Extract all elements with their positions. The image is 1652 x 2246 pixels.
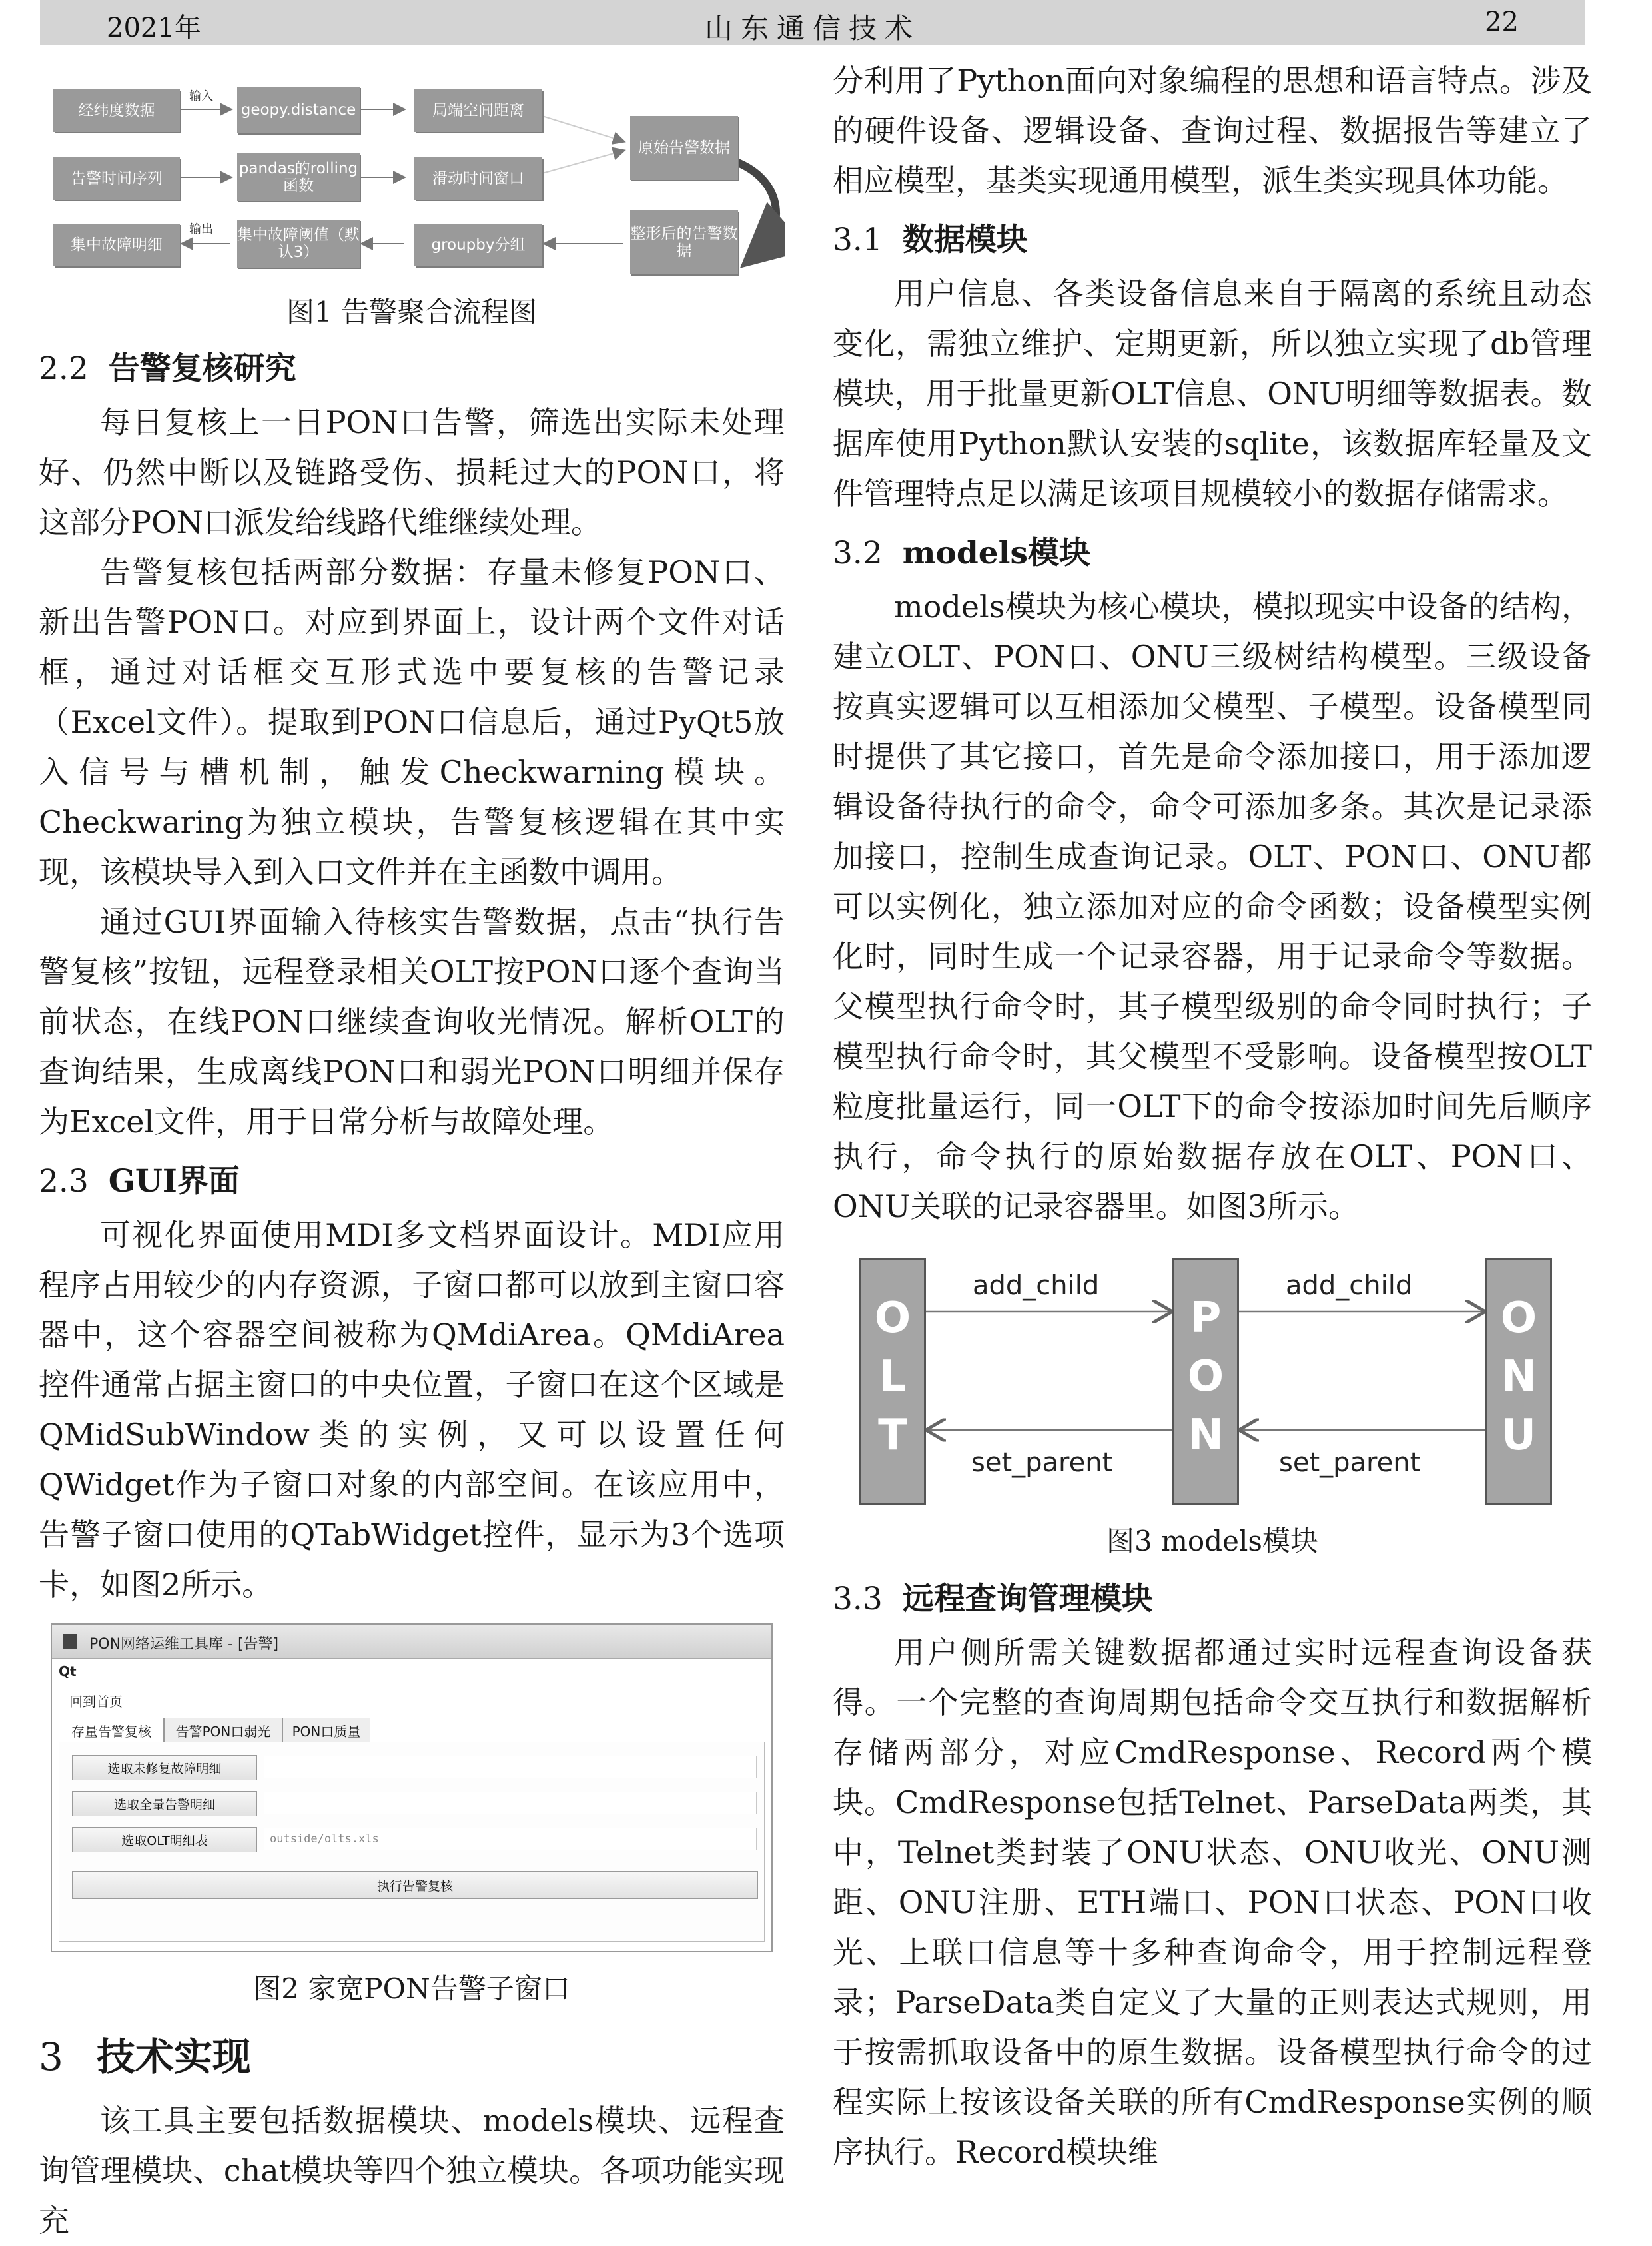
page-header [40, 0, 1585, 45]
select-unrepaired-button[interactable]: 选取未修复故障明细 [72, 1755, 257, 1780]
box-pandas-rolling: pandas的rolling函数 [237, 153, 360, 201]
select-olt-button[interactable]: 选取OLT明细表 [72, 1827, 257, 1852]
paragraph-2-2-c: 通过GUI界面输入待核实告警数据，点击“执行告警复核”按钮，远程登录相关OLT按PON口逐个查询当前状态，在线PON口继续查询收光情况。解析OLT的查询结果，生成离线PON口和弱光PON口明细并保存为Excel文件，用于日常分析与故障处理。 [39, 904, 785, 1140]
back-home-link[interactable]: 回到首页 [69, 1694, 123, 1710]
section-title: models模块 [902, 535, 1090, 571]
window-title: PON网络运维工具库 - [告警] [89, 1636, 279, 1653]
select-all-alarm-button[interactable]: 选取全量告警明细 [72, 1791, 257, 1816]
chapter-3-heading [39, 2027, 785, 2087]
app-icon [63, 1634, 77, 1649]
figure-1-flowchart [39, 63, 785, 282]
paragraph-3-2-a: models模块为核心模块，模拟现实中设备的结构，建立OLT、PON口、ONU三级树结构模型。三级设备按真实逻辑可以互相添加父模型、子模型。设备模型同时提供了其它接口，首先是命令添加接口，用于添加逻辑设备待执行的命令，命令可添加多条。其次是记录添加接口，控制生成查询记录。OLT、PON口、ONU都可以实例化，独立添加对应的命令函数；设备模型实例化时，同时生成一个记录容器，用于记录命令等数据。父模型执行命令时，其子模型级别的命令同时执行；子模型执行命令时，其父模型不受影响。设备模型按OLT粒度批量运行，同一OLT下的命令按添加时间先后顺序执行，命令执行的原始数据存放在OLT、PON口、ONU关联的记录容器里。如图3所示。 [833, 589, 1592, 1224]
all-alarm-file-field[interactable] [264, 1792, 757, 1814]
box-cluster-detail: 集中故障明细 [53, 224, 180, 266]
box-cluster-threshold: 集中故障阈值（默认3） [237, 220, 360, 268]
section-number: 2.2 [39, 350, 89, 387]
section-3-1-heading [833, 215, 1592, 265]
onu-block [1485, 1258, 1552, 1505]
pon-block [1172, 1258, 1239, 1505]
olt-block [859, 1258, 926, 1505]
section-number: 3.3 [833, 1581, 883, 1617]
qt-icon: Qt [59, 1663, 77, 1679]
section-title: 数据模块 [902, 222, 1028, 258]
section-number: 2.3 [39, 1163, 89, 1200]
left-column [39, 56, 785, 2246]
section-title: GUI界面 [108, 1163, 240, 1200]
set-parent-label-2: set_parent [1279, 1447, 1421, 1478]
section-2-2-heading [39, 344, 785, 394]
section-number: 3.1 [833, 222, 883, 258]
tab-pon-quality[interactable]: PON口质量 [282, 1718, 370, 1743]
pon-label: PON [1181, 1294, 1230, 1469]
figure-3-models-diagram [859, 1258, 1572, 1505]
add-child-label-1: add_child [973, 1270, 1100, 1301]
section-title: 告警复核研究 [108, 350, 296, 387]
section-2-3-heading [39, 1156, 785, 1206]
page-number: 22 [1485, 7, 1519, 37]
add-child-label-2: add_child [1286, 1270, 1413, 1301]
box-raw-alarm: 原始告警数据 [630, 116, 738, 180]
paragraph-3-a-continued: 分利用了Python面向对象编程的思想和语言特点。涉及的硬件设备、逻辑设备、查询过程、数据报告等建立了相应模型，基类实现通用模型，派生类实现具体功能。 [833, 63, 1592, 198]
figure-2-caption: 图2 家宽PON告警子窗口 [253, 1972, 570, 2005]
right-column [833, 56, 1592, 2177]
figure-3-caption: 图3 models模块 [1106, 1525, 1318, 1557]
figure-2-screenshot [51, 1623, 773, 1952]
paragraph-3-3-a: 用户侧所需关键数据都通过实时远程查询设备获得。一个完整的查询周期包括命令交互执行和数据解析存储两部分，对应CmdResponse、Record两个模块。CmdResponse包括Telnet、ParseData两类，其中，Telnet类封装了ONU状态、ONU收光、ONU测距、ONU注册、ETH端口、PON口状态、PON口收光、上联口信息等十多种查询命令，用于控制远程登录；ParseData类自定义了大量的正则表达式规则，用于按需抓取设备中的原生数据。设备模型执行命令的过程实际上按该设备关联的所有CmdResponse实例的顺序执行。Record模块维 [833, 1635, 1592, 2170]
box-groupby: groupby分组 [414, 224, 542, 266]
set-parent-label-1: set_parent [971, 1447, 1113, 1478]
window-titlebar [52, 1625, 771, 1659]
section-3-3-heading [833, 1574, 1592, 1624]
unrepaired-file-field[interactable] [264, 1756, 757, 1778]
paragraph-2-2-b: 告警复核包括两部分数据：存量未修复PON口、新出告警PON口。对应到界面上，设计两个文件对话框，通过对话框交互形式选中要复核的告警记录（Excel文件）。提取到PON口信息后，通过PyQt5放入信号与槽机制，触发Checkwarning模块。Checkwaring为独立模块，告警复核逻辑在其中实现，该模块导入到入口文件并在主函数中调用。 [39, 554, 785, 890]
box-sliding-window: 滑动时间窗口 [414, 157, 542, 200]
chapter-number: 3 [39, 2034, 63, 2079]
paragraph-3-a: 该工具主要包括数据模块、models模块、远程查询管理模块、chat模块等四个独立模块。各项功能实现充 [39, 2103, 785, 2239]
tab-existing-alarm-review[interactable]: 存量告警复核 [59, 1718, 164, 1743]
chapter-title: 技术实现 [96, 2034, 251, 2079]
box-processed-alarm: 整形后的告警数据 [630, 210, 738, 274]
olt-label: OLT [868, 1294, 917, 1469]
section-title: 远程查询管理模块 [902, 1581, 1153, 1617]
figure-1-caption: 图1 告警聚合流程图 [286, 296, 538, 328]
paragraph-2-2-a: 每日复核上一日PON口告警，筛选出实际未处理好、仍然中断以及链路受伤、损耗过大的PON口，将这部分PON口派发给线路代维继续处理。 [39, 404, 785, 540]
run-alarm-review-button[interactable]: 执行告警复核 [72, 1871, 758, 1899]
box-geopy: geopy.distance [237, 87, 360, 133]
output-label: 输出 [189, 222, 213, 236]
section-number: 3.2 [833, 535, 883, 571]
box-latlon: 经纬度数据 [53, 89, 180, 132]
onu-label: ONU [1494, 1294, 1543, 1469]
paragraph-3-1-a: 用户信息、各类设备信息来自于隔离的系统且动态变化，需独立维护、定期更新，所以独立实现了db管理模块，用于批量更新OLT信息、ONU明细等数据表。数据库使用Python默认安装的sqlite，该数据库轻量及文件管理特点足以满足该项目规模较小的数据存储需求。 [833, 276, 1592, 512]
journal-name: 山东通信技术 [704, 12, 921, 45]
header-year: 2021年 [107, 13, 201, 43]
box-local-distance: 局端空间距离 [414, 89, 542, 132]
input-label: 输入 [189, 89, 213, 103]
section-3-2-heading [833, 528, 1592, 578]
olt-file-field[interactable]: outside/olts.xls [264, 1828, 757, 1850]
tab-alarm-pon-weak-light[interactable]: 告警PON口弱光 [164, 1718, 282, 1743]
box-alarm-series: 告警时间序列 [53, 157, 180, 200]
paragraph-2-3-a: 可视化界面使用MDI多文档界面设计。MDI应用程序占用较少的内存资源，子窗口都可以放到主窗口容器中，这个容器空间被称为QMdiArea。QMdiArea控件通常占据主窗口的中央位置，子窗口在这个区域是QMidSubWindow类的实例，又可以设置任何QWidget作为子窗口对象的内部空间。在该应用中，告警子窗口使用的QTabWidget控件，显示为3个选项卡，如图2所示。 [39, 1217, 785, 1603]
